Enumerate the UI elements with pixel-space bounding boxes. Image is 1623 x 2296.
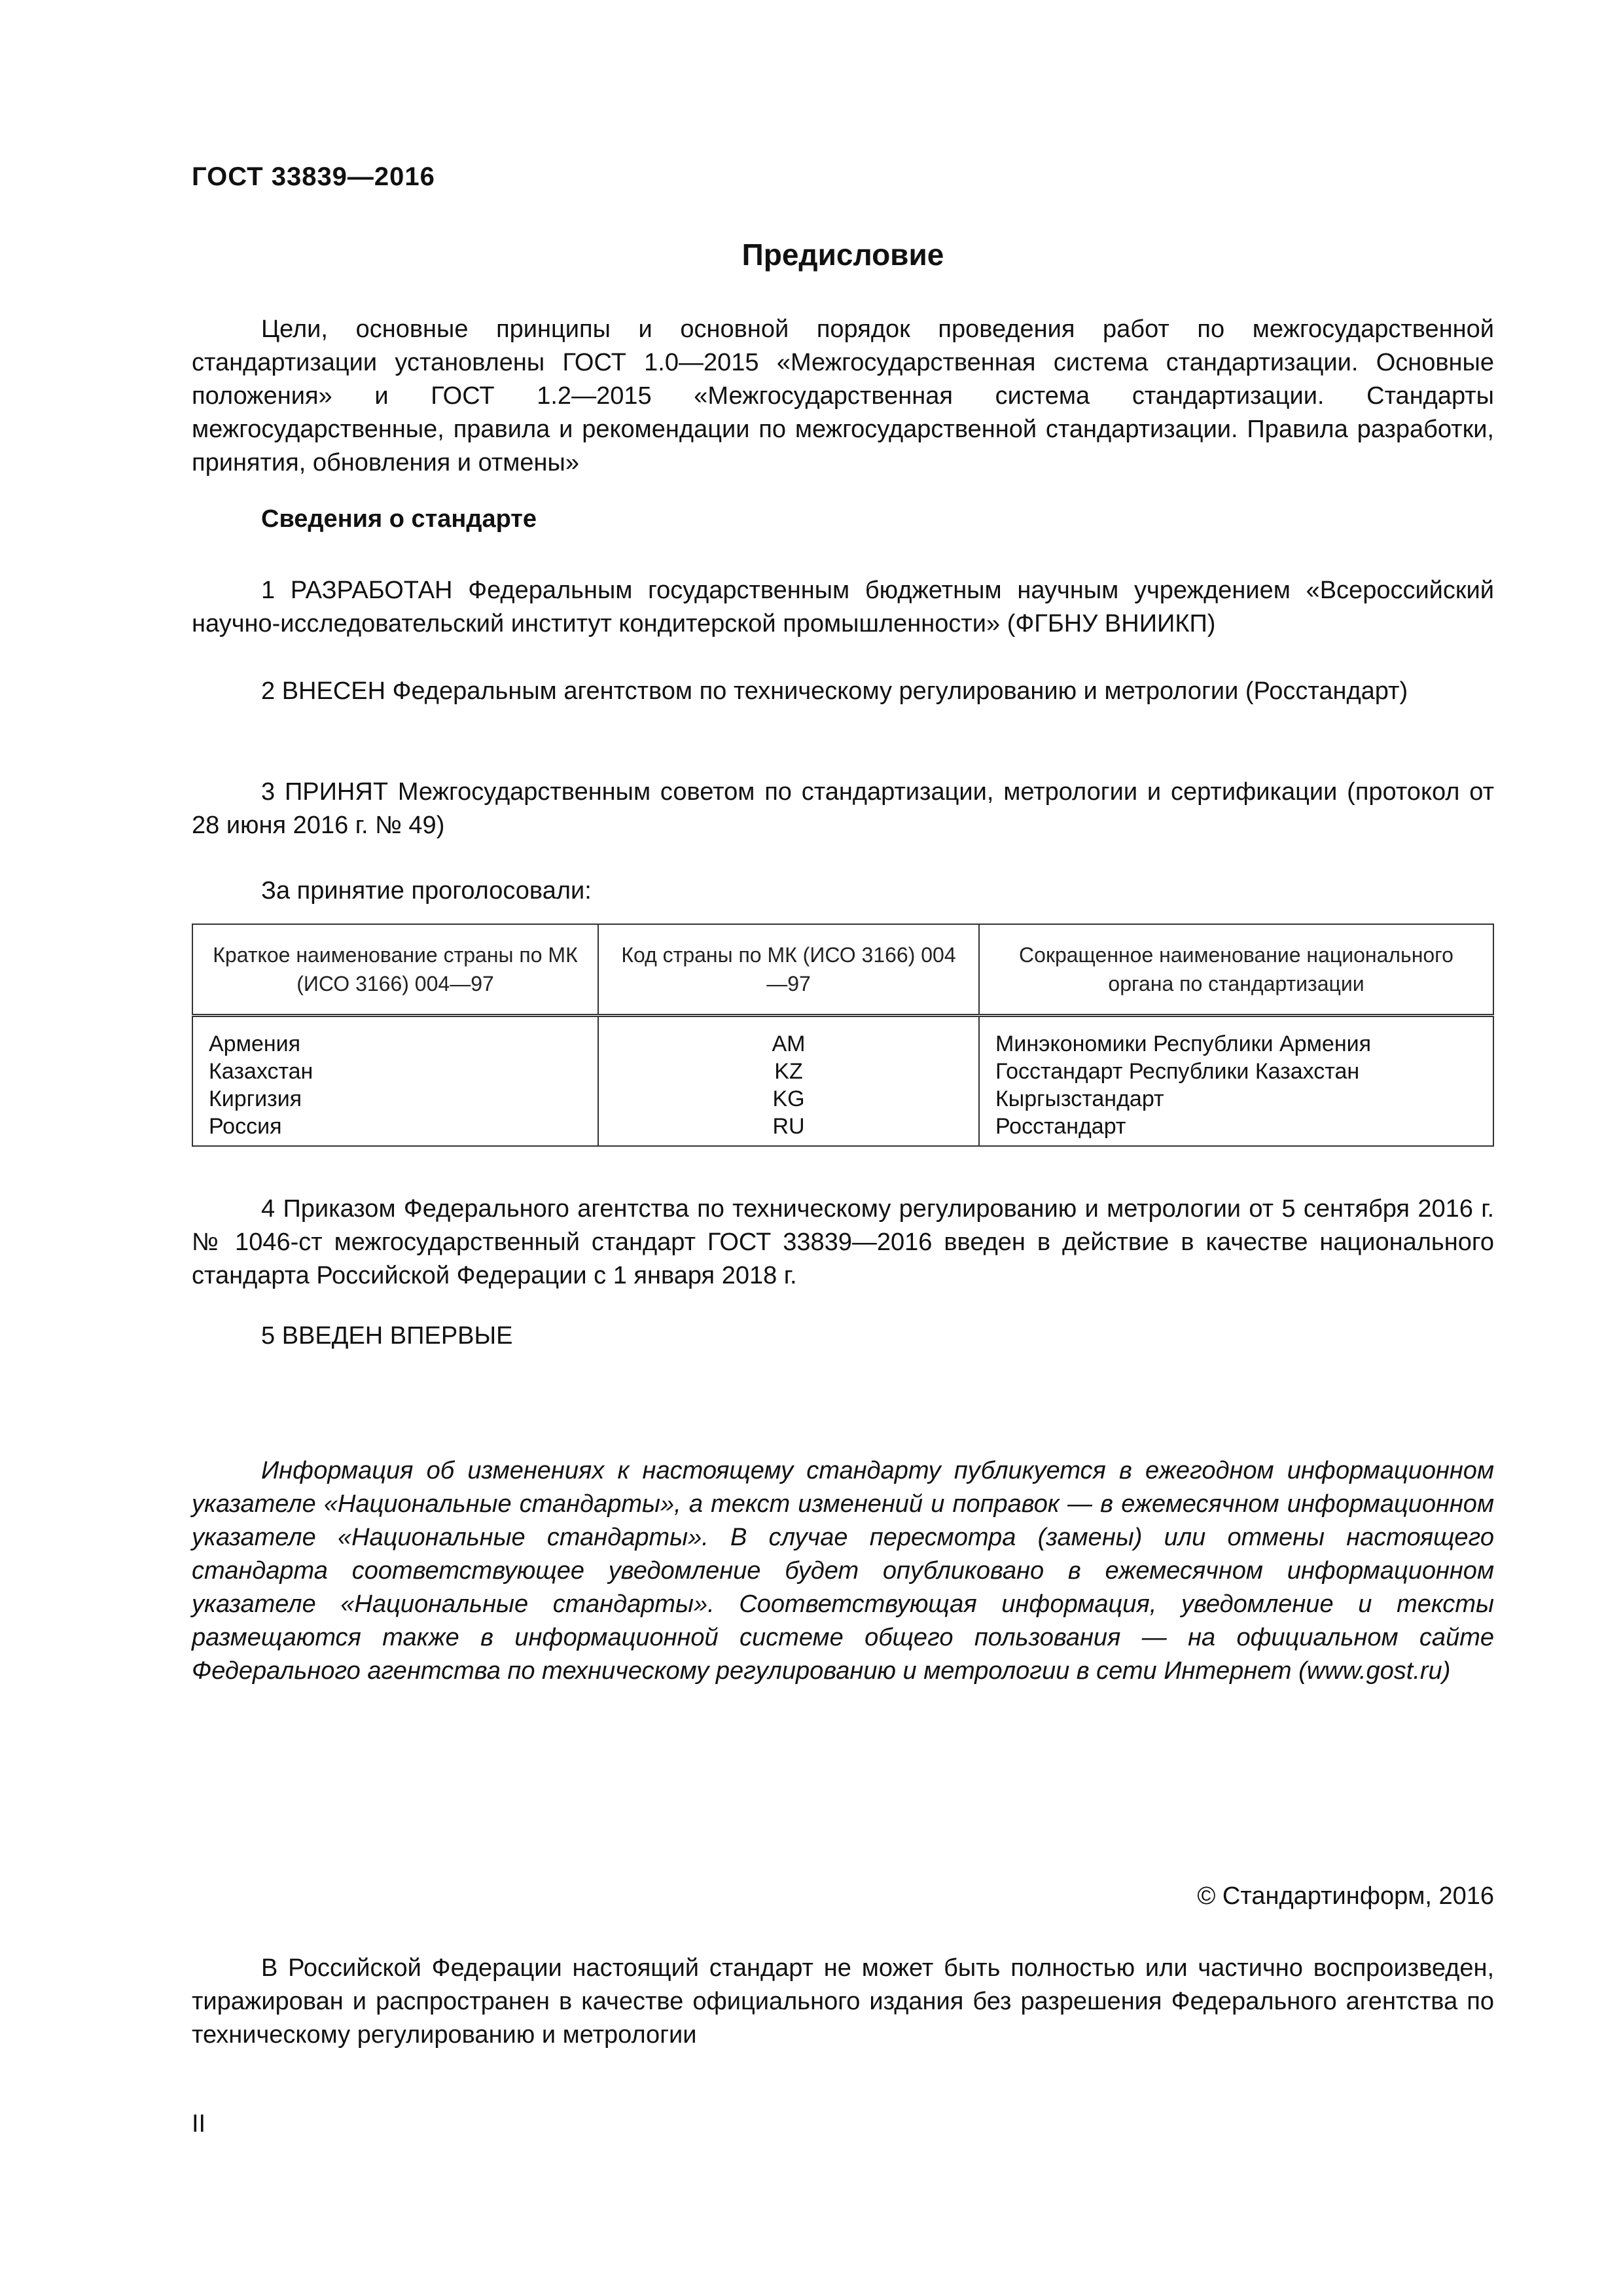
national-body-cell: Минэкономики Республики Армения xyxy=(979,1016,1493,1058)
country-code-cell: KG xyxy=(598,1085,979,1113)
item-3-adopted-by: 3 ПРИНЯТ Межгосударственным советом по стандартизации, метрологии и сертификации (протокол от 28 июня 2016 г. № 49) xyxy=(192,778,1494,839)
copyright-notice: © Стандартинформ, 2016 xyxy=(1197,1882,1494,1910)
item-1-developed-by: 1 РАЗРАБОТАН Федеральным государственным бюджетным научным учреждением «Всероссийский научно-исследовательский институт кондитерской промышленности» (ФГБНУ ВНИИКП) xyxy=(192,577,1494,637)
section-heading: Сведения о стандарте xyxy=(261,505,537,533)
voting-countries-table xyxy=(192,924,1494,1147)
header-national-body: Сокращенное наименование национального органа по стандартизации xyxy=(979,924,1493,1016)
country-name-cell: Армения xyxy=(192,1016,598,1058)
country-name-cell: Киргизия xyxy=(192,1085,598,1113)
national-body-cell: Госстандарт Республики Казахстан xyxy=(979,1058,1493,1085)
page-number: II xyxy=(192,2110,206,2138)
header-country-name: Краткое наименование страны по МК (ИСО 3166) 004—97 xyxy=(192,924,598,1016)
page-title: Предисловие xyxy=(741,238,944,272)
item-2-submitted-by: 2 ВНЕСЕН Федеральным агентством по техническому регулированию и метрологии (Росстандарт) xyxy=(261,677,1408,705)
national-body-cell: Росстандарт xyxy=(979,1113,1493,1146)
table-row xyxy=(192,1016,1493,1058)
reproduction-notice: В Российской Федерации настоящий стандарт не может быть полностью или частично воспроизведен, тиражирован и распространен в качестве официального издания без разрешения Федерального агентства по техническому регулированию и метрологии xyxy=(192,1954,1494,2049)
table-row xyxy=(192,1085,1493,1113)
changes-info-notice: Информация об изменениях к настоящему стандарту публикуется в ежегодном информационном указателе «Национальные стандарты», а текст изменений и поправок — в ежемесячном информационном указателе «Национальные стандарты». В случае пересмотра (замены) или отмены настоящего стандарта соответствующее уведомление будет опубликовано в ежемесячном информационном указателе «Национальные стандарты». Соответствующая информация, уведомление и тексты размещаются также в информационной системе общего пользования — на официальном сайте Федерального агентства по техническому регулированию и метрологии в сети Интернет (www.gost.ru) xyxy=(192,1457,1494,1685)
country-code-cell: KZ xyxy=(598,1058,979,1085)
header-country-code: Код страны по МК (ИСО 3166) 004—97 xyxy=(598,924,979,1016)
country-name-cell: Россия xyxy=(192,1113,598,1146)
vote-label: За принятие проголосовали: xyxy=(261,877,592,905)
item-5-first-introduced: 5 ВВЕДЕН ВПЕРВЫЕ xyxy=(261,1322,513,1350)
national-body-cell: Кыргызстандарт xyxy=(979,1085,1493,1113)
country-name-cell: Казахстан xyxy=(192,1058,598,1085)
table-header-row xyxy=(192,924,1493,1016)
country-code-cell: AM xyxy=(598,1016,979,1058)
document-id-header: ГОСТ 33839—2016 xyxy=(192,162,435,191)
country-code-cell: RU xyxy=(598,1113,979,1146)
table-row xyxy=(192,1058,1493,1085)
item-4-order: 4 Приказом Федерального агентства по техническому регулированию и метрологии от 5 сентября 2016 г. № 1046-ст межгосударственный стандарт ГОСТ 33839—2016 введен в действие в качестве национального стандарта Российской Федерации с 1 января 2018 г. xyxy=(192,1195,1494,1289)
intro-paragraph: Цели, основные принципы и основной порядок проведения работ по межгосударственной стандартизации установлены ГОСТ 1.0—2015 «Межгосударственная система стандартизации. Основные положения» и ГОСТ 1.2—2015 «Межгосударственная система стандартизации. Стандарты межгосударственные, правила и рекомендации по межгосударственной стандартизации. Правила разработки, принятия, обновления и отмены» xyxy=(192,315,1494,476)
table-row xyxy=(192,1113,1493,1146)
